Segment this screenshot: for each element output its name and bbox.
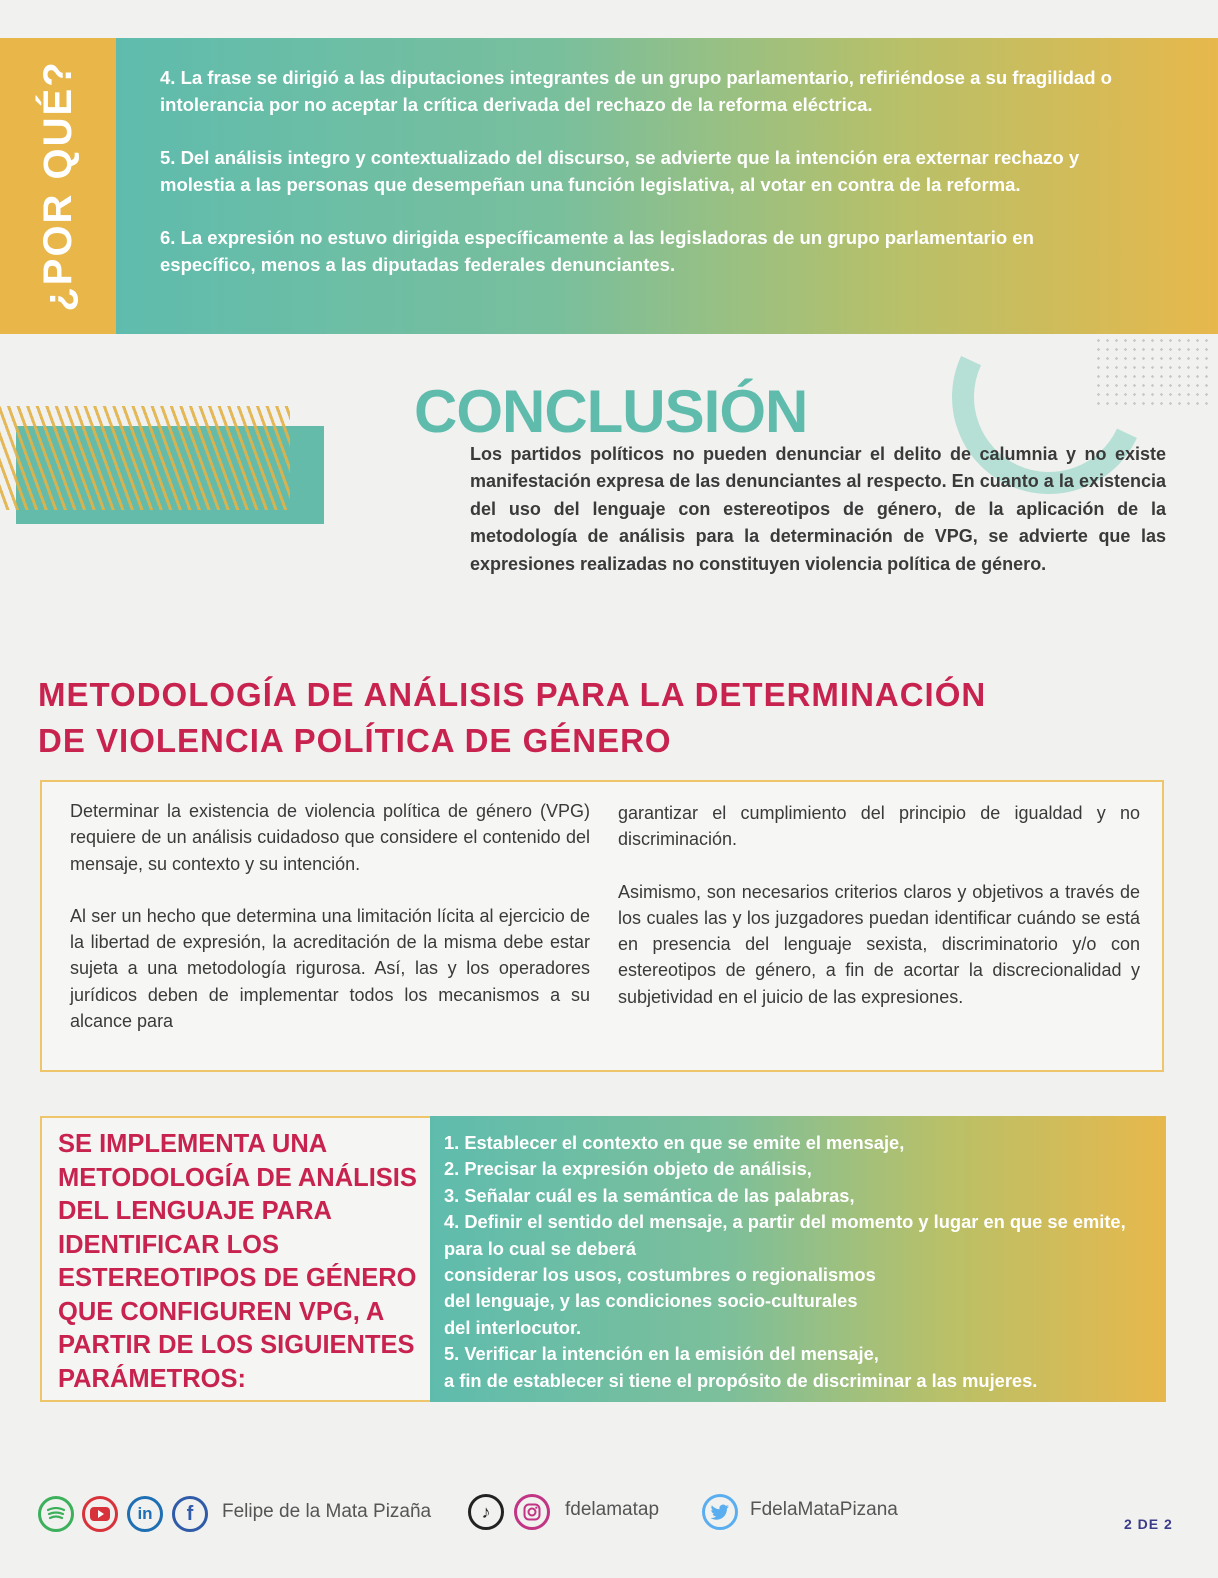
- methodology-title: [38, 672, 1138, 764]
- facebook-icon[interactable]: f: [172, 1496, 208, 1532]
- parameter-item: 4. Definir el sentido del mensaje, a partir del momento y lugar en que se emite, para lo cual se deberá: [444, 1211, 1126, 1259]
- youtube-icon[interactable]: [82, 1496, 118, 1532]
- conclusion-title: CONCLUSIÓN: [414, 378, 808, 445]
- twitter-icon[interactable]: [702, 1494, 738, 1530]
- methodology-left-p1: Determinar la existencia de violencia política de género (VPG) requiere de un análisis cuidadoso que considere el contenido del mensaje, su contexto y su intención.: [70, 801, 590, 874]
- methodology-left-p2: Al ser un hecho que determina una limitación lícita al ejercicio de la libertad de expresión, la acreditación de la misma debe estar sujeta a una metodología rigurosa. Así, las y los operadores jurídicos deben de implementar todos los mecanismos a su alcance para: [70, 905, 590, 1032]
- parameters-list: [444, 1130, 1154, 1394]
- footer-name: Felipe de la Mata Pizaña: [222, 1501, 432, 1522]
- instagram-icon[interactable]: [514, 1494, 550, 1530]
- methodology-right-p1: garantizar el cumplimiento del principio de igualdad y no discriminación.: [618, 803, 1140, 850]
- linkedin-icon[interactable]: in: [127, 1496, 163, 1532]
- methodology-right-p2: Asimismo, son necesarios criterios claros y objetivos a través de los cuales las y los juzgadores puedan identificar cuándo se está en presencia del lenguaje sexista, discriminatorio y/o con estereotipos de género, a fin de acortar la discrecionalidad y subjetividad en el juicio de las expresiones.: [618, 881, 1140, 1007]
- parameter-item: del lenguaje, y las condiciones socio-culturales: [444, 1290, 858, 1312]
- why-point-5: 5. Del análisis integro y contextualizado del discurso, se advierte que la intención era externar rechazo y molestia a las personas que desempeñan una función legislativa, al votar en contra de la reforma.: [160, 147, 1080, 195]
- parameters-heading: SE IMPLEMENTA UNA METODOLOGÍA DE ANÁLISIS DEL LENGUAJE PARA IDENTIFICAR LOS ESTEREOTIPOS DE GÉNERO QUE CONFIGUREN VPG, A PARTIR DE LOS SIGUIENTES PARÁMETROS:: [58, 1130, 417, 1393]
- parameter-item: 1. Establecer el contexto en que se emite el mensaje,: [444, 1132, 905, 1153]
- page-number: 2 DE 2: [1124, 1516, 1173, 1532]
- why-tab-label: ¿POR QUÉ?: [36, 60, 80, 312]
- parameter-item: a fin de establecer si tiene el propósito de discriminar a las mujeres.: [444, 1369, 1038, 1391]
- why-points: [160, 64, 1125, 304]
- methodology-right-column: [618, 800, 1140, 1036]
- parameter-item: 3. Señalar cuál es la semántica de las palabras,: [444, 1184, 855, 1206]
- parameter-item: del interlocutor.: [444, 1316, 582, 1338]
- conclusion-text: Los partidos políticos no pueden denunciar el delito de calumnia y no existe manifestación expresa de las denunciantes al respecto. En cuanto a la existencia del uso del lenguaje con estereotipos de género, de la aplicación de la metodología de análisis para la determinación de VPG, se advierte que las expresiones realizadas no constituyen violencia política de género.: [470, 444, 1166, 574]
- methodology-left-column: [70, 798, 590, 1060]
- why-point-4: 4. La frase se dirigió a las diputaciones integrantes de un grupo parlamentario, refiriéndose a su fragilidad o intolerancia por no aceptar la crítica derivada del rechazo de la reforma eléctrica.: [160, 67, 1112, 115]
- parameter-item: 2. Precisar la expresión objeto de análisis,: [444, 1158, 812, 1180]
- parameter-item: 5. Verificar la intención en la emisión del mensaje,: [444, 1343, 879, 1365]
- methodology-title-line1: METODOLOGÍA DE ANÁLISIS PARA LA DETERMINACIÓN: [38, 676, 987, 713]
- methodology-title-line2: DE VIOLENCIA POLÍTICA DE GÉNERO: [38, 722, 672, 759]
- footer-twitter-handle: FdelaMataPizana: [750, 1499, 898, 1520]
- why-point-6: 6. La expresión no estuvo dirigida específicamente a las legisladoras de un grupo parlamentario en específico, menos a las diputadas federales denunciantes.: [160, 227, 1034, 275]
- decorative-dots: [1094, 336, 1210, 406]
- spotify-icon[interactable]: [38, 1496, 74, 1532]
- parameter-item: considerar los usos, costumbres o regionalismos: [444, 1264, 876, 1286]
- tiktok-icon[interactable]: ♪: [468, 1494, 504, 1530]
- footer-tiktok-handle: fdelamatap: [565, 1499, 660, 1520]
- decorative-stripes: [0, 406, 290, 510]
